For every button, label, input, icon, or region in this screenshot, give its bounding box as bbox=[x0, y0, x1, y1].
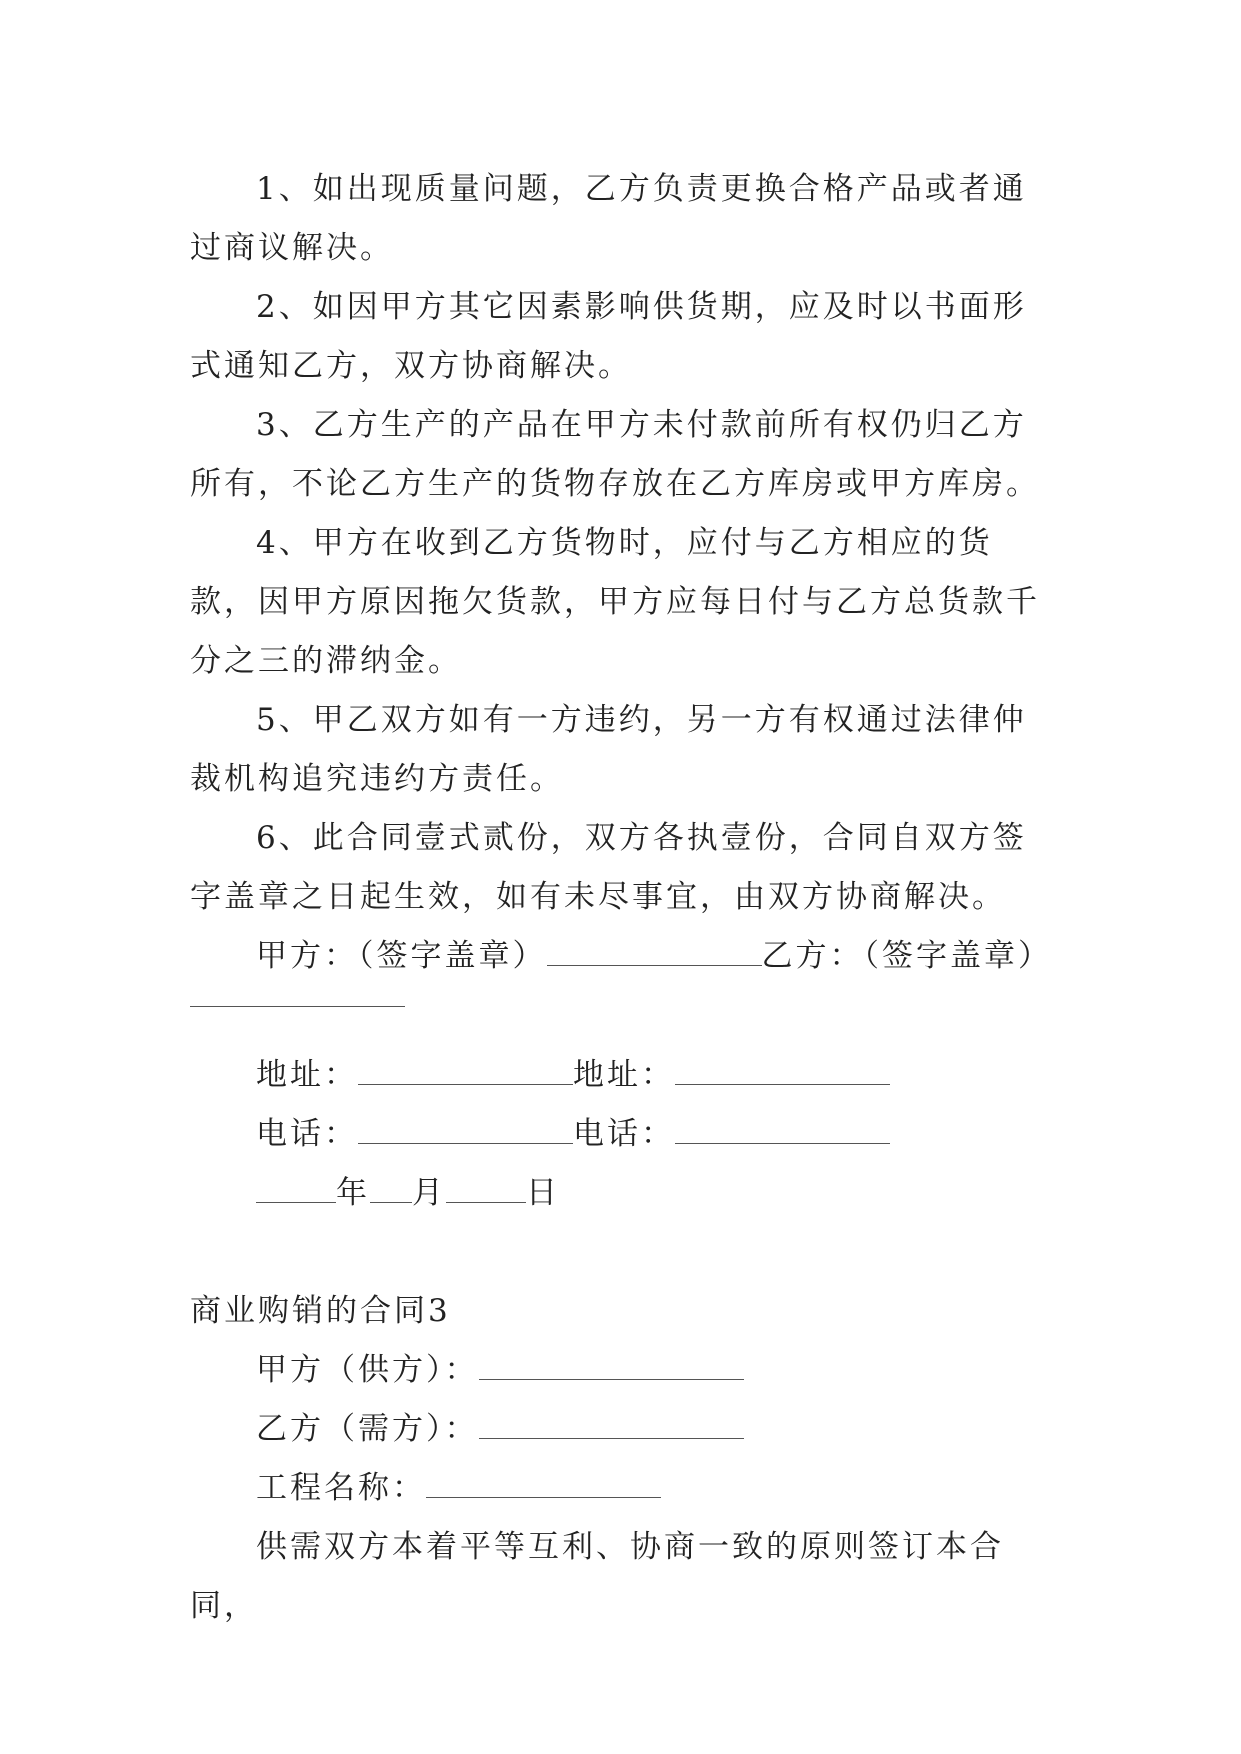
party-a-phone-label: 电话： bbox=[256, 1116, 358, 1152]
phone-row bbox=[190, 1105, 1050, 1164]
year-blank bbox=[256, 1182, 336, 1203]
party-b-sign-label: 乙方：（签字盖章） bbox=[761, 938, 1052, 974]
day-blank bbox=[446, 1182, 526, 1203]
document-body bbox=[190, 160, 1050, 1636]
day-label: 日 bbox=[526, 1175, 560, 1211]
party-a-address-blank bbox=[358, 1064, 573, 1085]
clause-4: 4、甲方在收到乙方货物时，应付与乙方相应的货款，因甲方原因拖欠货款，甲方应每日付与乙方总货款千分之三的滞纳金。 bbox=[190, 525, 1040, 679]
clause-5: 5、甲乙双方如有一方违约，另一方有权通过法律仲裁机构追究违约方责任。 bbox=[190, 702, 1027, 797]
party-b-address-blank bbox=[675, 1064, 890, 1085]
clause-2: 2、如因甲方其它因素影响供货期，应及时以书面形式通知乙方，双方协商解决。 bbox=[190, 289, 1027, 384]
year-label: 年 bbox=[336, 1175, 370, 1211]
clause-1: 1、如出现质量问题，乙方负责更换合格产品或者通过商议解决。 bbox=[190, 171, 1027, 266]
project-blank bbox=[426, 1477, 661, 1498]
clause-6: 6、此合同壹式贰份，双方各执壹份，合同自双方签字盖章之日起生效，如有未尽事宜，由双方协商解决。 bbox=[190, 820, 1027, 915]
contract-3-title: 商业购销的合同3 bbox=[190, 1293, 451, 1329]
contract-3-intro: 供需双方本着平等互利、协商一致的原则签订本合同， bbox=[190, 1529, 1004, 1624]
party-a-address-label: 地址： bbox=[256, 1057, 358, 1093]
supplier-row bbox=[190, 1341, 1050, 1400]
buyer-blank bbox=[479, 1418, 744, 1439]
supplier-label: 甲方（供方）： bbox=[256, 1352, 479, 1388]
buyer-label: 乙方（需方）： bbox=[256, 1411, 479, 1447]
address-row bbox=[190, 1046, 1050, 1105]
party-a-phone-blank bbox=[358, 1123, 573, 1144]
month-blank bbox=[370, 1182, 412, 1203]
project-label: 工程名称： bbox=[256, 1470, 426, 1506]
clause-3: 3、乙方生产的产品在甲方未付款前所有权仍归乙方所有，不论乙方生产的货物存放在乙方库房或甲方库房。 bbox=[190, 407, 1040, 502]
supplier-blank bbox=[479, 1359, 744, 1380]
buyer-row bbox=[190, 1400, 1050, 1459]
party-b-phone-blank bbox=[675, 1123, 890, 1144]
party-b-phone-label: 电话： bbox=[573, 1116, 675, 1152]
month-label: 月 bbox=[412, 1175, 446, 1211]
party-b-sign-blank bbox=[190, 986, 405, 1007]
date-row bbox=[190, 1164, 1050, 1223]
party-a-sign-blank bbox=[547, 945, 762, 966]
party-b-address-label: 地址： bbox=[573, 1057, 675, 1093]
signature-row bbox=[190, 927, 1050, 986]
section-spacer bbox=[190, 1223, 1050, 1282]
project-row bbox=[190, 1459, 1050, 1518]
party-a-sign-label: 甲方：（签字盖章） bbox=[256, 938, 547, 974]
